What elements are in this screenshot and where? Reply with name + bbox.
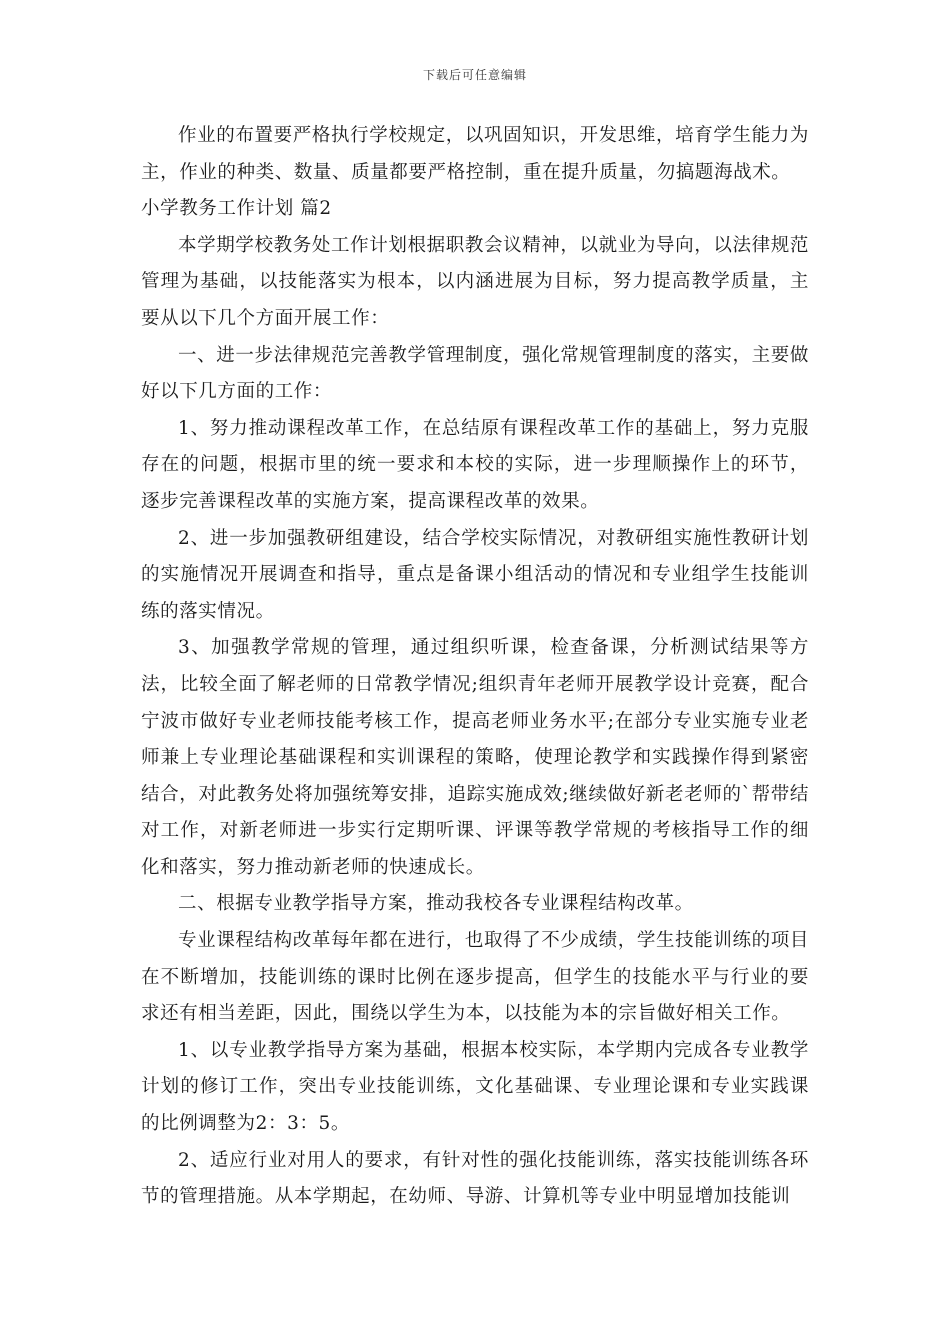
paragraph: 本学期学校教务处工作计划根据职教会议精神，以就业为导向，以法律规范管理为基础，以技能落实为根本，以内涵进展为目标，努力提高教学质量，主要从以下几个方面开展工作： — [141, 234, 809, 329]
paragraph: 1、以专业教学指导方案为基础，根据本校实际，本学期内完成各专业教学计划的修订工作，突出专业技能训练，文化基础课、专业理论课和专业实践课的比例调整为2：3：5。 — [141, 1039, 809, 1135]
paragraph: 2、进一步加强教研组建设，结合学校实际情况，对教研组实施性教研计划的实施情况开展调查和指导，重点是备课小组活动的情况和专业组学生技能训练的落实情况。 — [141, 527, 809, 622]
page-header: 下载后可任意编辑 — [422, 68, 527, 82]
paragraph: 专业课程结构改革每年都在进行，也取得了不少成绩，学生技能训练的项目在不断增加，技能训练的课时比例在逐步提高，但学生的技能水平与行业的要求还有相当差距，因此，围绕以学生为本，以技能为本的宗旨做好相关工作。 — [141, 930, 809, 1025]
paragraph: 1、努力推动课程改革工作，在总结原有课程改革工作的基础上，努力克服存在的问题，根据市里的统一要求和本校的实际，进一步理顺操作上的环节，逐步完善课程改革的实施方案，提高课程改革的效果。 — [141, 417, 809, 512]
section-title: 小学教务工作计划 篇2 — [141, 198, 332, 220]
paragraph: 一、进一步法律规范完善教学管理制度，强化常规管理制度的落实，主要做好以下几方面的工作： — [141, 344, 809, 403]
paragraph: 二、根据专业教学指导方案，推动我校各专业课程结构改革。 — [178, 893, 694, 915]
document-body — [141, 118, 809, 1216]
paragraph: 3、加强教学常规的管理，通过组织听课，检查备课，分析测试结果等方法，比较全面了解老师的日常教学情况;组织青年老师开展教学设计竞赛，配合宁波市做好专业老师技能考核工作，提高老师业务水平;在部分专业实施专业老师兼上专业理论基础课程和实训课程的策略，使理论教学和实践操作得到紧密结合，对此教务处将加强统筹安排，追踪实施成效;继续做好新老老师的`帮带结对工作，对新老师进一步实行定期听课、评课等教学常规的考核指导工作的细化和落实，努力推动新老师的快速成长。 — [141, 637, 809, 878]
paragraph: 2、适应行业对用人的要求，有针对性的强化技能训练，落实技能训练各环节的管理措施。从本学期起，在幼师、导游、计算机等专业中明显增加技能训 — [141, 1149, 809, 1208]
paragraph: 作业的布置要严格执行学校规定，以巩固知识，开发思维，培育学生能力为主，作业的种类、数量、质量都要严格控制，重在提升质量，勿搞题海战术。 — [141, 125, 809, 183]
